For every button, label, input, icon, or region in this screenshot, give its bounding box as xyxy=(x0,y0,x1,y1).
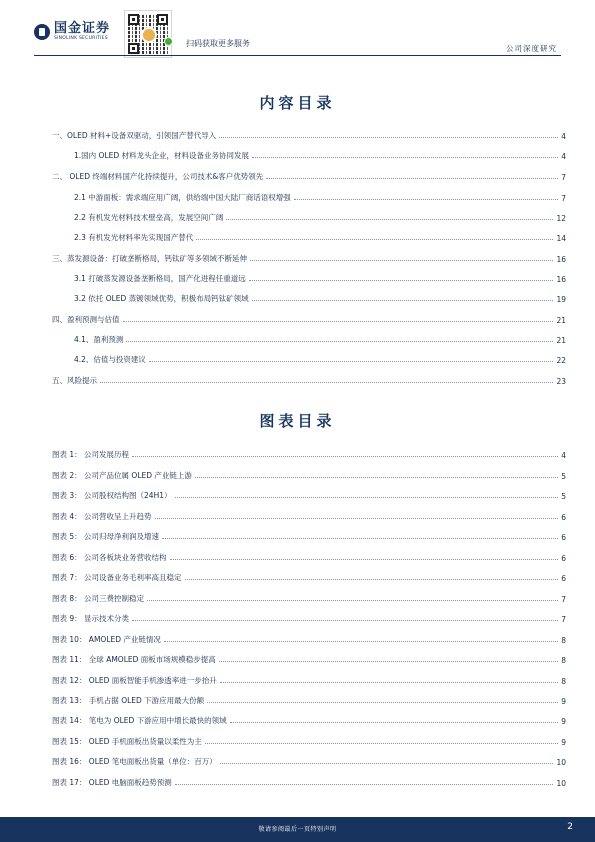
wechat-icon xyxy=(164,37,173,46)
toc-entry[interactable]: 2.3 有机发光材料率先实现国产替代 14 xyxy=(74,233,566,243)
toc-entry[interactable]: 三、蒸发源设备：打破垄断格局，钙钛矿等多领域不断延伸 16 xyxy=(52,254,566,264)
toc-entry[interactable]: 3.1 打破蒸发源设备垄断格局，国产化进程任重道远 16 xyxy=(74,274,566,284)
figure-entry[interactable]: 图表 13： 手机占据 OLED 下游应用最大份额 9 xyxy=(52,696,566,706)
toc-entry[interactable]: 2.2 有机发光材料技术壁垒高，发展空间广阔 12 xyxy=(74,213,566,223)
toc-title: 内容目录 xyxy=(259,94,336,112)
figure-entry[interactable]: 图表 1： 公司发展历程 4 xyxy=(52,450,566,460)
qr-finder-icon xyxy=(157,14,168,25)
figure-entry[interactable]: 图表 2： 公司产品位属 OLED 产业链上游 5 xyxy=(52,471,566,481)
toc-entry[interactable]: 2.1 中游面板：需求端应用广阔，供给端中国大陆厂商话语权增强 7 xyxy=(74,193,566,203)
figure-entry[interactable]: 图表 11： 全球 AMOLED 面板市场规模稳步提高 8 xyxy=(52,655,566,665)
toc-entry[interactable]: 二、 OLED 终端材料国产化持续提升，公司技术&客户优势领先 7 xyxy=(52,172,566,182)
logo-mark-icon xyxy=(34,24,50,40)
qr-code-icon[interactable] xyxy=(124,10,172,58)
header-divider xyxy=(34,55,561,56)
footer-disclaimer: 敬请参阅最后一页特别声明 xyxy=(258,826,337,833)
qr-avatar-icon xyxy=(141,27,157,43)
toc-entry[interactable]: 一、OLED 材料+设备双驱动，引领国产替代导入 4 xyxy=(52,131,566,141)
toc-entry[interactable]: 3.2 依托 OLED 蒸镀领域优势，积极布局钙钛矿领域 19 xyxy=(74,294,566,304)
toc-entry[interactable]: 五、风险提示 23 xyxy=(52,376,566,386)
qr-finder-icon xyxy=(128,14,139,25)
figure-list-title: 图表目录 xyxy=(259,412,336,430)
toc-entry[interactable]: 四、盈利预测与估值 21 xyxy=(52,315,566,325)
report-type-label: 公司深度研究 xyxy=(506,44,557,53)
figure-entry[interactable]: 图表 12： OLED 面板智能手机渗透率进一步抬升 8 xyxy=(52,676,566,686)
toc-entry[interactable]: 4.1、盈利预测 21 xyxy=(74,335,566,345)
figure-entry[interactable]: 图表 16： OLED 笔电面板出货量（单位：百万） 10 xyxy=(52,757,566,767)
toc-entry[interactable]: 4.2、估值与投资建议 22 xyxy=(74,355,566,365)
figure-entry[interactable]: 图表 9： 显示技术分类 7 xyxy=(52,614,566,624)
figure-entry[interactable]: 图表 14： 笔电为 OLED 下游应用中增长最快的领域 9 xyxy=(52,716,566,726)
logo-name-en: SINOLINK SECURITIES xyxy=(54,36,108,41)
figure-entry[interactable]: 图表 7： 公司设备业务毛利率高且稳定 6 xyxy=(52,573,566,583)
logo-name-cn: 国金证券 xyxy=(54,21,111,36)
figure-entry[interactable]: 图表 4： 公司营收呈上升趋势 6 xyxy=(52,512,566,522)
qr-finder-icon xyxy=(128,43,139,54)
figure-entry[interactable]: 图表 5： 公司归母净利润及增速 6 xyxy=(52,532,566,542)
figure-entry[interactable]: 图表 15： OLED 手机面板出货量以柔性为主 9 xyxy=(52,737,566,747)
figure-entry[interactable]: 图表 3： 公司股权结构图（24H1） 5 xyxy=(52,491,566,501)
figure-entry[interactable]: 图表 17： OLED 电脑面板趋势预测 10 xyxy=(52,778,566,788)
figure-entry[interactable]: 图表 10： AMOLED 产业链情况 8 xyxy=(52,635,566,645)
toc-entry[interactable]: 1.国内 OLED 材料龙头企业，材料设备业务协同发展 4 xyxy=(74,151,566,161)
figure-entry[interactable]: 图表 8： 公司三费控制稳定 7 xyxy=(52,594,566,604)
scan-prompt: 扫码获取更多服务 xyxy=(186,39,250,48)
company-logo xyxy=(34,22,110,42)
page-header xyxy=(0,0,595,62)
figure-entry[interactable]: 图表 6： 公司各板块业务营收结构 6 xyxy=(52,553,566,563)
page-number: 2 xyxy=(567,822,573,832)
